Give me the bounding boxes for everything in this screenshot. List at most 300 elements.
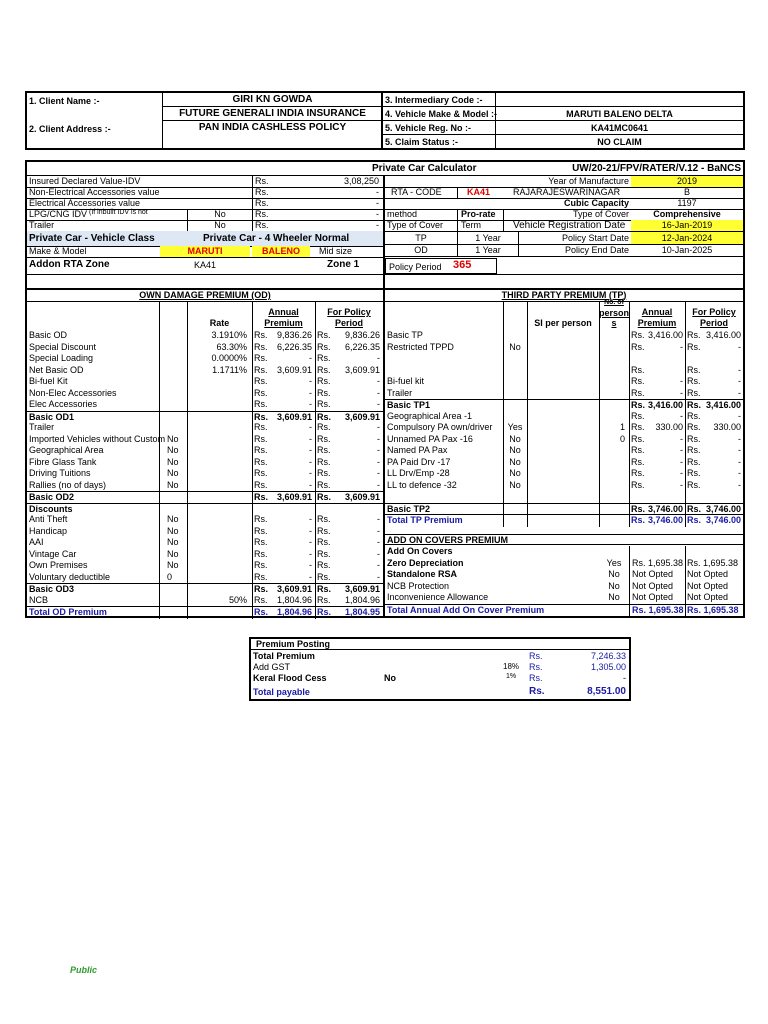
tp-row bbox=[385, 411, 743, 423]
od-row-option[interactable]: 0 bbox=[167, 571, 173, 582]
lpg-rs: Rs. bbox=[255, 209, 269, 219]
tp-row-period: - bbox=[738, 376, 741, 386]
od-row-annual: - bbox=[309, 537, 312, 547]
tp-row-period-rs: Rs. bbox=[687, 456, 701, 467]
classification-label: Public bbox=[70, 965, 98, 975]
od-row-period-rs: Rs. bbox=[317, 456, 331, 467]
insurer-name: FUTURE GENERALI INDIA INSURANCE bbox=[163, 107, 382, 121]
od-row-period: 3,609.91 bbox=[344, 364, 380, 375]
od-row-label: Basic OD3 bbox=[29, 584, 75, 594]
flood-cess-rate: 1% bbox=[506, 673, 517, 680]
tp-no-header-3: s bbox=[611, 318, 617, 328]
od-table bbox=[27, 290, 385, 616]
od-row-annual-rs: Rs. bbox=[254, 445, 268, 455]
od-row bbox=[27, 595, 383, 607]
od-row-period: - bbox=[377, 525, 380, 536]
addon-row bbox=[385, 592, 743, 604]
od-row-annual-rs: Rs. bbox=[254, 353, 268, 363]
od-row bbox=[27, 560, 383, 572]
addon-zone-code: KA41 bbox=[194, 260, 217, 270]
tp-row-label: Bi-fuel kit bbox=[387, 376, 425, 386]
tp-no-header-1: No. of bbox=[604, 299, 624, 306]
addon-row-annual: Not Opted bbox=[632, 569, 674, 579]
addon-row-option[interactable]: No bbox=[608, 592, 620, 602]
tp-row-annual: - bbox=[680, 433, 683, 444]
tp-row-annual: - bbox=[680, 341, 683, 352]
od-term[interactable]: 1 Year bbox=[475, 245, 501, 255]
od-row-rate: 0.0000% bbox=[211, 353, 247, 363]
addon-row-label: Zero Depreciation bbox=[387, 557, 464, 568]
addon-row-label: Total Annual Add On Cover Premium bbox=[387, 604, 545, 615]
tp-row-period: 3,746.00 bbox=[705, 503, 741, 514]
tp-row-annual-rs: Rs. bbox=[631, 422, 645, 432]
claim-label: 5. Claim Status :- bbox=[385, 137, 459, 147]
tp-row-annual: 3,416.00 bbox=[647, 330, 683, 340]
od-row-label: Basic OD bbox=[29, 330, 68, 340]
tp-row bbox=[385, 468, 743, 480]
od-row-annual: - bbox=[309, 456, 312, 467]
od-row-label: Elec Accessories bbox=[29, 399, 98, 409]
vehicle-class-value[interactable]: Private Car - 4 Wheeler Normal bbox=[203, 233, 350, 244]
addon-row-annual: Rs. 1,695.38 bbox=[632, 604, 684, 615]
tp-row bbox=[385, 330, 743, 342]
od-row-period: - bbox=[377, 468, 380, 478]
tp-row-label: Unnamed PA Pax -16 bbox=[387, 433, 473, 444]
tp-row-period-rs: Rs. bbox=[687, 445, 701, 455]
od-row-annual: 9,836.26 bbox=[276, 330, 312, 340]
od-row bbox=[27, 572, 383, 584]
tp-row bbox=[385, 388, 743, 400]
od-row bbox=[27, 480, 383, 492]
od-row-annual-rs: Rs. bbox=[254, 548, 268, 559]
gst-rs: Rs. bbox=[529, 662, 543, 672]
tp-row-period-rs: Rs. bbox=[687, 433, 701, 444]
tp-row-label: PA Paid Drv -17 bbox=[387, 456, 451, 467]
addon-row-period: Not Opted bbox=[687, 580, 729, 591]
tp-row-option[interactable]: No bbox=[509, 445, 521, 455]
od-row-rate: 3.1910% bbox=[211, 330, 247, 340]
model-value[interactable]: BALENO bbox=[252, 246, 310, 257]
tp-term[interactable]: 1 Year bbox=[475, 233, 501, 243]
addon-row-period: Rs. 1,695.38 bbox=[687, 557, 739, 568]
od-row-label: Net Basic OD bbox=[29, 364, 84, 375]
od-row-label: Anti Theft bbox=[29, 514, 68, 524]
flood-cess-option[interactable]: No bbox=[384, 673, 396, 683]
addon-row bbox=[385, 569, 743, 581]
od-row-annual: - bbox=[309, 525, 312, 536]
od-row-annual-rs: Rs. bbox=[254, 514, 268, 524]
od-row-option[interactable]: No bbox=[167, 456, 179, 467]
od-row-period-rs: Rs. bbox=[317, 330, 331, 340]
od-period-header-1: For Policy bbox=[327, 307, 371, 317]
client-name-label: 1. Client Name :- bbox=[29, 96, 100, 106]
od-row-period-rs: Rs. bbox=[317, 571, 331, 582]
rta-category: B bbox=[683, 187, 690, 197]
tp-row-annual-rs: Rs. bbox=[631, 515, 646, 525]
tp-row-annual-rs: Rs. bbox=[631, 468, 645, 478]
cover-type-label: Type of Cover bbox=[572, 209, 629, 219]
zone-value: Zone 1 bbox=[327, 259, 360, 270]
od-row-annual-rs: Rs. bbox=[254, 584, 269, 594]
od-row-annual: 3,609.91 bbox=[276, 411, 312, 422]
tp-row-annual: 3,416.00 bbox=[647, 400, 683, 410]
make-value[interactable]: MARUTI bbox=[160, 246, 250, 257]
size-value: Mid size bbox=[319, 246, 353, 256]
tp-period-header-1: For Policy bbox=[692, 307, 736, 317]
od-row-annual: - bbox=[309, 422, 312, 432]
od-row-period-rs: Rs. bbox=[317, 341, 331, 352]
tp-row-option[interactable]: No bbox=[509, 468, 521, 478]
end-date-value: 10-Jan-2025 bbox=[661, 245, 713, 255]
addon-title: ADD ON COVERS PREMIUM bbox=[385, 534, 743, 545]
od-row-label: Vintage Car bbox=[29, 548, 77, 559]
od-row-label: Geographical Area bbox=[29, 445, 104, 455]
tp-row-annual-rs: Rs. bbox=[631, 433, 645, 444]
od-row-option[interactable]: No bbox=[167, 537, 179, 547]
tp-label: TP bbox=[415, 233, 427, 243]
tp-title: THIRD PARTY PREMIUM (TP) bbox=[385, 290, 743, 302]
tp-row-period-rs: Rs. bbox=[687, 341, 701, 352]
tp-row-period: - bbox=[738, 468, 741, 478]
od-row-label: Basic OD1 bbox=[29, 411, 75, 422]
od-row bbox=[27, 353, 383, 365]
addon-row bbox=[385, 604, 743, 617]
end-date-label: Policy End Date bbox=[564, 245, 629, 255]
tp-row-option[interactable]: No bbox=[509, 456, 521, 467]
addon-row-option[interactable]: No bbox=[608, 569, 620, 579]
od-row-annual-rs: Rs. bbox=[254, 330, 268, 340]
od-row-annual: - bbox=[309, 387, 312, 398]
tp-row-period-rs: Rs. bbox=[687, 479, 701, 490]
method-value[interactable]: Pro-rate bbox=[461, 209, 496, 219]
od-row-annual: - bbox=[309, 399, 312, 409]
addon-row bbox=[385, 558, 743, 570]
nea-value: - bbox=[376, 187, 379, 197]
od-row-period: - bbox=[377, 479, 380, 490]
tp-row-period-rs: Rs. bbox=[687, 468, 701, 478]
od-row-period-rs: Rs. bbox=[317, 468, 331, 478]
od-row-annual-rs: Rs. bbox=[254, 399, 268, 409]
tp-row bbox=[385, 434, 743, 446]
od-row-period-rs: Rs. bbox=[317, 594, 331, 605]
tp-row-annual-rs: Rs. bbox=[631, 387, 645, 398]
od-row-period-rs: Rs. bbox=[317, 607, 332, 617]
vehicle-make-label: 4. Vehicle Make & Model :- bbox=[385, 109, 498, 119]
addon-row-period: Rs. 1,695.38 bbox=[687, 604, 739, 615]
od-row-label: Special Loading bbox=[29, 353, 94, 363]
od-row-label: Fibre Glass Tank bbox=[29, 456, 97, 467]
trailer-option[interactable]: No bbox=[214, 220, 226, 230]
total-payable-value: 8,551.00 bbox=[587, 686, 626, 697]
addon-row-period: Not Opted bbox=[687, 592, 729, 602]
tp-row-annual-rs: Rs. bbox=[631, 341, 645, 352]
addon-row-annual: Not Opted bbox=[632, 580, 674, 591]
od-row-period-rs: Rs. bbox=[317, 560, 331, 570]
tp-row-annual: - bbox=[680, 387, 683, 398]
tp-row-period: 3,416.00 bbox=[705, 330, 741, 340]
cc-value: 1197 bbox=[677, 198, 697, 208]
tp-table bbox=[385, 290, 743, 616]
od-row-label: Basic OD2 bbox=[29, 492, 75, 502]
od-row-option[interactable]: No bbox=[167, 433, 179, 444]
tp-period-header-2: Period bbox=[699, 318, 728, 328]
tp-row-period: - bbox=[738, 433, 741, 444]
od-row-period: 9,836.26 bbox=[344, 330, 380, 340]
policy-period-value: 365 bbox=[453, 259, 472, 271]
tp-row bbox=[385, 445, 743, 457]
tp-row bbox=[385, 457, 743, 469]
gst-label: Add GST bbox=[253, 662, 291, 672]
reg-date-value[interactable]: 16-Jan-2019 bbox=[631, 220, 743, 231]
od-row-label: AAI bbox=[29, 537, 44, 547]
make-model-label: Make & Model bbox=[29, 246, 87, 256]
tp-row-label: Basic TP2 bbox=[387, 503, 431, 514]
tp-row-period-rs: Rs. bbox=[687, 330, 701, 340]
yom-label: Year of Manufacture bbox=[548, 176, 629, 186]
od-row-label: Rallies (no of days) bbox=[29, 479, 107, 490]
tp-annual-header-2: Premium bbox=[637, 318, 677, 328]
tp-row-period: 3,746.00 bbox=[705, 515, 741, 525]
tp-row-period-rs: Rs. bbox=[687, 400, 702, 410]
tp-row-annual: - bbox=[680, 479, 683, 490]
tp-row-period-rs: Rs. bbox=[687, 364, 701, 375]
idv-value: 3,08,250 bbox=[343, 176, 379, 186]
tp-row-period-rs: Rs. bbox=[687, 422, 701, 432]
nea-label: Non-Electrical Accessories value bbox=[29, 187, 160, 197]
calc-code: UW/20-21/FPV/RATER/V.12 - BaNCS bbox=[572, 163, 741, 174]
trailer-label: Trailer bbox=[29, 220, 55, 230]
od-row-label: Handicap bbox=[29, 525, 68, 536]
tp-row-period: - bbox=[738, 445, 741, 455]
od-row bbox=[27, 606, 383, 619]
od-row-annual-rs: Rs. bbox=[254, 376, 268, 386]
od-row bbox=[27, 549, 383, 561]
od-row-annual: 1,804.96 bbox=[276, 594, 312, 605]
od-row bbox=[27, 526, 383, 538]
reg-date-label: Vehicle Registration Date bbox=[513, 220, 626, 231]
flood-cess-value: - bbox=[623, 673, 626, 683]
od-row-annual-rs: Rs. bbox=[254, 364, 268, 375]
tp-row-annual-rs: Rs. bbox=[631, 445, 645, 455]
cc-label: Cubic Capacity bbox=[563, 198, 629, 208]
od-row bbox=[27, 434, 383, 446]
od-row-period-rs: Rs. bbox=[317, 376, 331, 386]
tp-row-period: 330.00 bbox=[713, 422, 741, 432]
od-row-option[interactable]: No bbox=[167, 514, 179, 524]
ea-label: Electrical Accessories value bbox=[29, 198, 141, 208]
od-row-annual-rs: Rs. bbox=[254, 537, 268, 547]
tp-row bbox=[385, 342, 743, 354]
tp-row-annual-rs: Rs. bbox=[631, 456, 645, 467]
tp-row-period: - bbox=[738, 456, 741, 467]
rta-code[interactable]: KA41 bbox=[467, 187, 491, 197]
premium-posting bbox=[249, 637, 631, 701]
od-row-annual-rs: Rs. bbox=[254, 411, 269, 422]
tp-row-period: - bbox=[738, 410, 741, 421]
tp-row-annual: 3,746.00 bbox=[647, 503, 683, 514]
tp-row-annual-rs: Rs. bbox=[631, 479, 645, 490]
od-row-period: - bbox=[377, 445, 380, 455]
od-row-period: - bbox=[377, 537, 380, 547]
od-row-period-rs: Rs. bbox=[317, 548, 331, 559]
od-row-annual-rs: Rs. bbox=[254, 571, 268, 582]
od-row-option[interactable]: No bbox=[167, 548, 179, 559]
tp-row-option[interactable]: No bbox=[509, 341, 521, 352]
addon-row-label: Standalone RSA bbox=[387, 569, 458, 579]
od-row-label: Trailer bbox=[29, 422, 55, 432]
od-title: OWN DAMAGE PREMIUM (OD) bbox=[27, 290, 383, 302]
tp-row bbox=[385, 365, 743, 377]
flood-cess-label: Keral Flood Cess bbox=[253, 673, 327, 683]
start-date-value[interactable]: 12-Jan-2024 bbox=[631, 232, 743, 244]
addon-row-label: Inconvenience Allowance bbox=[387, 592, 489, 602]
od-row-annual: - bbox=[309, 560, 312, 570]
reg-no-value: KA41MC0641 bbox=[590, 123, 649, 133]
od-row-option[interactable]: No bbox=[167, 560, 179, 570]
cover-type-value[interactable]: Comprehensive bbox=[653, 209, 721, 219]
od-row-period-rs: Rs. bbox=[317, 364, 331, 375]
od-row-annual: 6,226.35 bbox=[276, 341, 312, 352]
tp-row-period: 3,416.00 bbox=[705, 400, 741, 410]
od-row-period: - bbox=[377, 433, 380, 444]
intermediary-label: 3. Intermediary Code :- bbox=[385, 95, 483, 105]
tp-row-annual: 330.00 bbox=[655, 422, 683, 432]
od-row-period: - bbox=[377, 422, 380, 432]
od-row bbox=[27, 468, 383, 480]
od-row-period: 1,804.95 bbox=[344, 607, 380, 617]
lpg-note: (If inbuilt IDV is not bbox=[89, 209, 148, 216]
tp-row-annual: - bbox=[680, 410, 683, 421]
method-label: method bbox=[387, 209, 418, 219]
od-row-period-rs: Rs. bbox=[317, 353, 331, 363]
tp-row-period: - bbox=[738, 479, 741, 490]
od-row-annual-rs: Rs. bbox=[254, 422, 268, 432]
toc-label: Type of Cover bbox=[387, 220, 444, 230]
od-row-label: Voluntary deductible bbox=[29, 571, 111, 582]
term-label: Term bbox=[461, 220, 481, 230]
idv-label: Insured Declared Value-IDV bbox=[29, 176, 141, 186]
od-row-label: Special Discount bbox=[29, 341, 97, 352]
od-row-period-rs: Rs. bbox=[317, 433, 331, 444]
od-row bbox=[27, 376, 383, 388]
tp-row bbox=[385, 353, 743, 365]
lpg-option[interactable]: No bbox=[214, 209, 226, 219]
od-row-period: - bbox=[377, 514, 380, 524]
addon-row-option[interactable]: No bbox=[608, 580, 620, 591]
od-row-period-rs: Rs. bbox=[317, 445, 331, 455]
start-date-label: Policy Start Date bbox=[561, 233, 629, 243]
od-row bbox=[27, 457, 383, 469]
tp-row-label: Basic TP bbox=[387, 330, 423, 340]
calc-title: Private Car Calculator bbox=[372, 163, 477, 174]
od-row-option[interactable]: No bbox=[167, 479, 179, 490]
od-row-period: - bbox=[377, 560, 380, 570]
od-row-annual: 3,609.91 bbox=[276, 492, 312, 502]
addon-row-option[interactable]: Yes bbox=[606, 557, 622, 568]
yom-value[interactable]: 2019 bbox=[631, 176, 743, 187]
tp-row-option[interactable]: Yes bbox=[507, 422, 523, 432]
total-payable-rs: Rs. bbox=[529, 686, 545, 697]
tp-row-label: Basic TP1 bbox=[387, 400, 431, 410]
tp-row-persons: 1 bbox=[619, 422, 625, 432]
tp-row-annual-rs: Rs. bbox=[631, 410, 645, 421]
addon-row bbox=[385, 581, 743, 593]
tp-row-label: LL to defence -32 bbox=[387, 479, 457, 490]
total-premium-value: 7,246.33 bbox=[590, 651, 626, 661]
addon-row-label: Add On Covers bbox=[387, 546, 453, 556]
od-row-rate: 50% bbox=[228, 594, 247, 605]
tp-row-annual: - bbox=[680, 468, 683, 478]
tp-row-label: Total TP Premium bbox=[387, 515, 463, 525]
flood-cess-rs: Rs. bbox=[529, 673, 543, 683]
od-row-period-rs: Rs. bbox=[317, 479, 331, 490]
calculator-section bbox=[25, 160, 745, 290]
tp-row-annual-rs: Rs. bbox=[631, 376, 645, 386]
od-row-annual: - bbox=[309, 571, 312, 582]
claim-value: NO CLAIM bbox=[597, 137, 642, 147]
total-premium-label: Total Premium bbox=[253, 651, 315, 661]
od-row-annual: - bbox=[309, 445, 312, 455]
tp-row-period: - bbox=[738, 341, 741, 352]
tp-row-option[interactable]: No bbox=[509, 433, 521, 444]
tp-row-label: Restricted TPPD bbox=[387, 341, 454, 352]
tp-row bbox=[385, 422, 743, 434]
od-row-option[interactable]: No bbox=[167, 468, 179, 478]
lpg-value: - bbox=[376, 209, 379, 219]
od-row-annual: - bbox=[309, 479, 312, 490]
client-address-label: 2. Client Address :- bbox=[29, 124, 111, 134]
vehicle-make-value: MARUTI BALENO DELTA bbox=[566, 109, 673, 119]
od-row bbox=[27, 514, 383, 526]
od-row-label: Total OD Premium bbox=[29, 607, 107, 617]
od-row-annual: - bbox=[309, 353, 312, 363]
od-row-annual-rs: Rs. bbox=[254, 468, 268, 478]
od-row-option[interactable]: No bbox=[167, 445, 179, 455]
od-row-annual: - bbox=[309, 468, 312, 478]
od-row-period: 3,609.91 bbox=[344, 492, 380, 502]
tp-row-label: Trailer bbox=[387, 387, 413, 398]
od-row-annual-rs: Rs. bbox=[254, 560, 268, 570]
tp-row-persons: 0 bbox=[619, 433, 625, 444]
od-row bbox=[27, 330, 383, 342]
od-row-label: Own Premises bbox=[29, 560, 88, 570]
tp-row-period-rs: Rs. bbox=[687, 503, 702, 514]
od-annual-header-1: Annual bbox=[268, 307, 299, 317]
rta-name: RAJARAJESWARINAGAR bbox=[513, 187, 621, 197]
od-row-period: - bbox=[377, 548, 380, 559]
tp-annual-header-1: Annual bbox=[641, 307, 673, 317]
tp-row-label: LL Drv/Emp -28 bbox=[387, 468, 450, 478]
od-row-period: 3,609.91 bbox=[344, 584, 380, 594]
tp-row-annual: - bbox=[680, 376, 683, 386]
od-row-period: 3,609.91 bbox=[344, 411, 380, 422]
tp-row-option[interactable]: No bbox=[509, 479, 521, 490]
od-row-period-rs: Rs. bbox=[317, 584, 332, 594]
od-row bbox=[27, 342, 383, 354]
tp-row-annual: - bbox=[680, 445, 683, 455]
od-row-annual-rs: Rs. bbox=[254, 607, 269, 617]
tp-row-annual-rs: Rs. bbox=[631, 400, 646, 410]
posting-title: Premium Posting bbox=[251, 639, 629, 650]
od-annual-header-2: Premium bbox=[264, 318, 303, 328]
od-row-annual-rs: Rs. bbox=[254, 341, 268, 352]
od-row-option[interactable]: No bbox=[167, 525, 179, 536]
addon-row-period: Not Opted bbox=[687, 569, 729, 579]
od-rate-header: Rate bbox=[209, 318, 230, 328]
gst-rate: 18% bbox=[503, 662, 520, 671]
od-row-annual: - bbox=[309, 548, 312, 559]
ea-rs: Rs. bbox=[255, 198, 269, 208]
